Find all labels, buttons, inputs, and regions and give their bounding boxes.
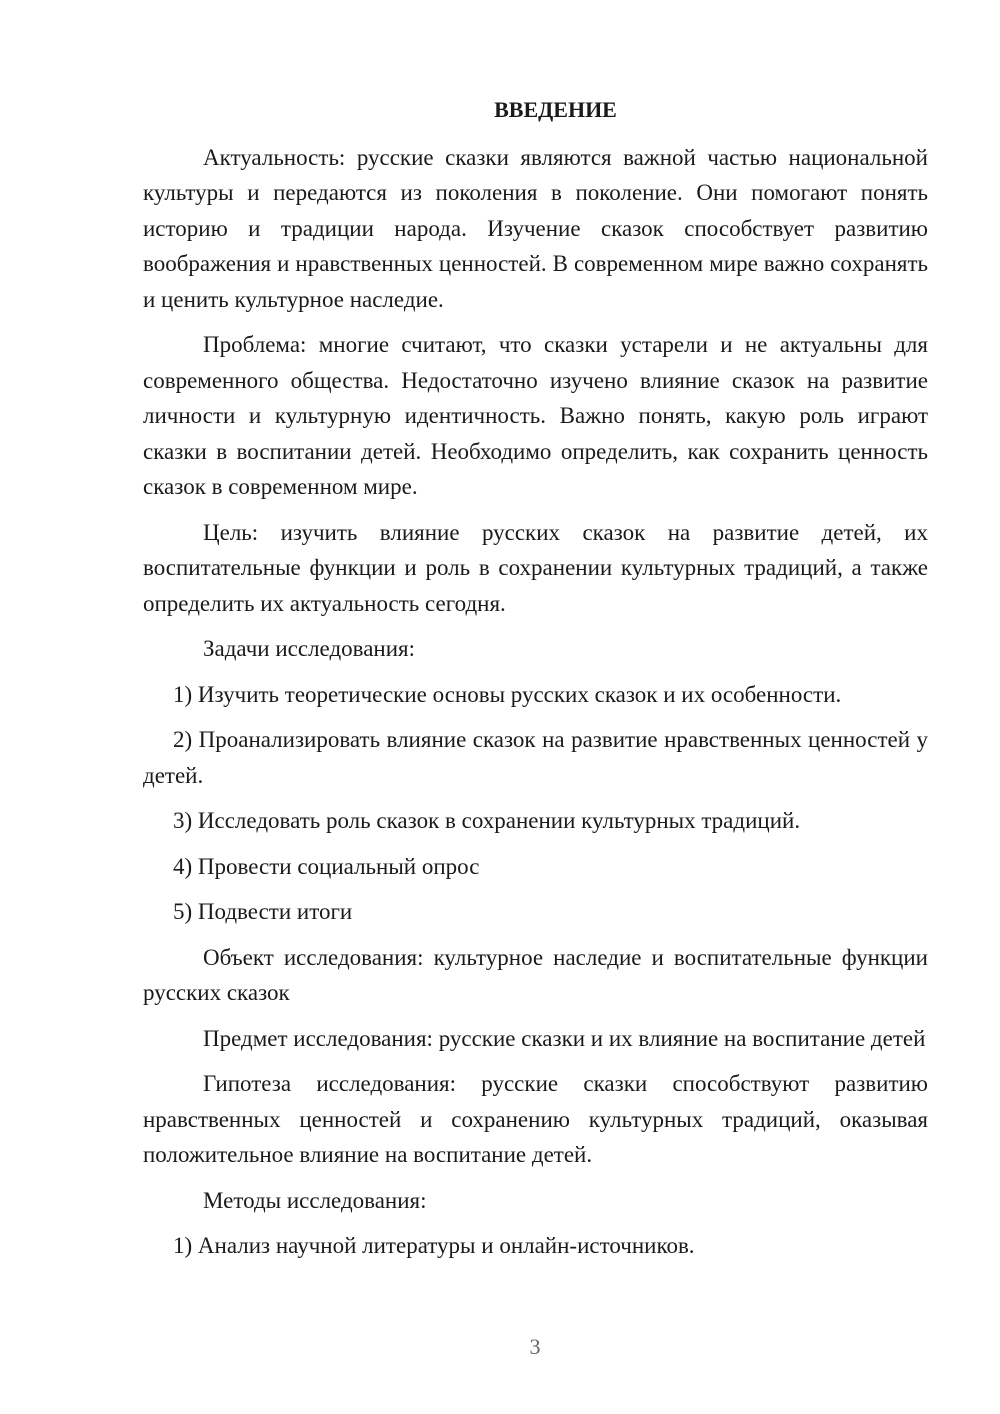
document-page <box>143 92 928 1274</box>
task-item-3: 3) Исследовать роль сказок в сохранении культурных традиций. <box>173 808 801 833</box>
method-item-1: 1) Анализ научной литературы и онлайн-источников. <box>173 1233 695 1258</box>
problem-paragraph: Проблема: многие считают, что сказки устарели и не актуальны для современного общества. Недостаточно изучено влияние сказок на развитие личности и культурную идентичность. Важно понять, какую роль играют сказки в воспитании детей. Необходимо определить, как сохранить ценность сказок в современном мире. <box>143 332 928 499</box>
methods-heading: Методы исследования: <box>203 1187 427 1213</box>
page-number: 3 <box>529 1334 541 1359</box>
relevance-paragraph: Актуальность: русские сказки являются важной частью национальной культуры и передаются из поколения в поколение. Они помогают понять историю и традиции народа. Изучение сказок способствует развитию воображения и нравственных ценностей. В современном мире важно сохранять и ценить культурное наследие. <box>143 144 928 312</box>
subject-paragraph: Предмет исследования: русские сказки и их влияние на воспитание детей <box>203 1025 926 1051</box>
goal-paragraph: Цель: изучить влияние русских сказок на развитие детей, их воспитательные функции и роль в сохранении культурных традиций, а также определить их актуальность сегодня. <box>143 519 928 616</box>
object-paragraph: Объект исследования: культурное наследие и воспитательные функции русских сказок <box>143 944 928 1005</box>
section-title: ВВЕДЕНИЕ <box>494 97 617 122</box>
task-item-2: 2) Проанализировать влияние сказок на развитие нравственных ценностей у детей. <box>143 727 928 788</box>
task-item-5: 5) Подвести итоги <box>173 899 353 924</box>
task-item-4: 4) Провести социальный опрос <box>173 853 480 879</box>
hypothesis-paragraph: Гипотеза исследования: русские сказки способствуют развитию нравственных ценностей и сохранению культурных традиций, оказывая положительное влияние на воспитание детей. <box>143 1071 928 1167</box>
tasks-heading: Задачи исследования: <box>203 636 416 661</box>
task-item-1: 1) Изучить теоретические основы русских сказок и их особенности. <box>173 681 842 707</box>
